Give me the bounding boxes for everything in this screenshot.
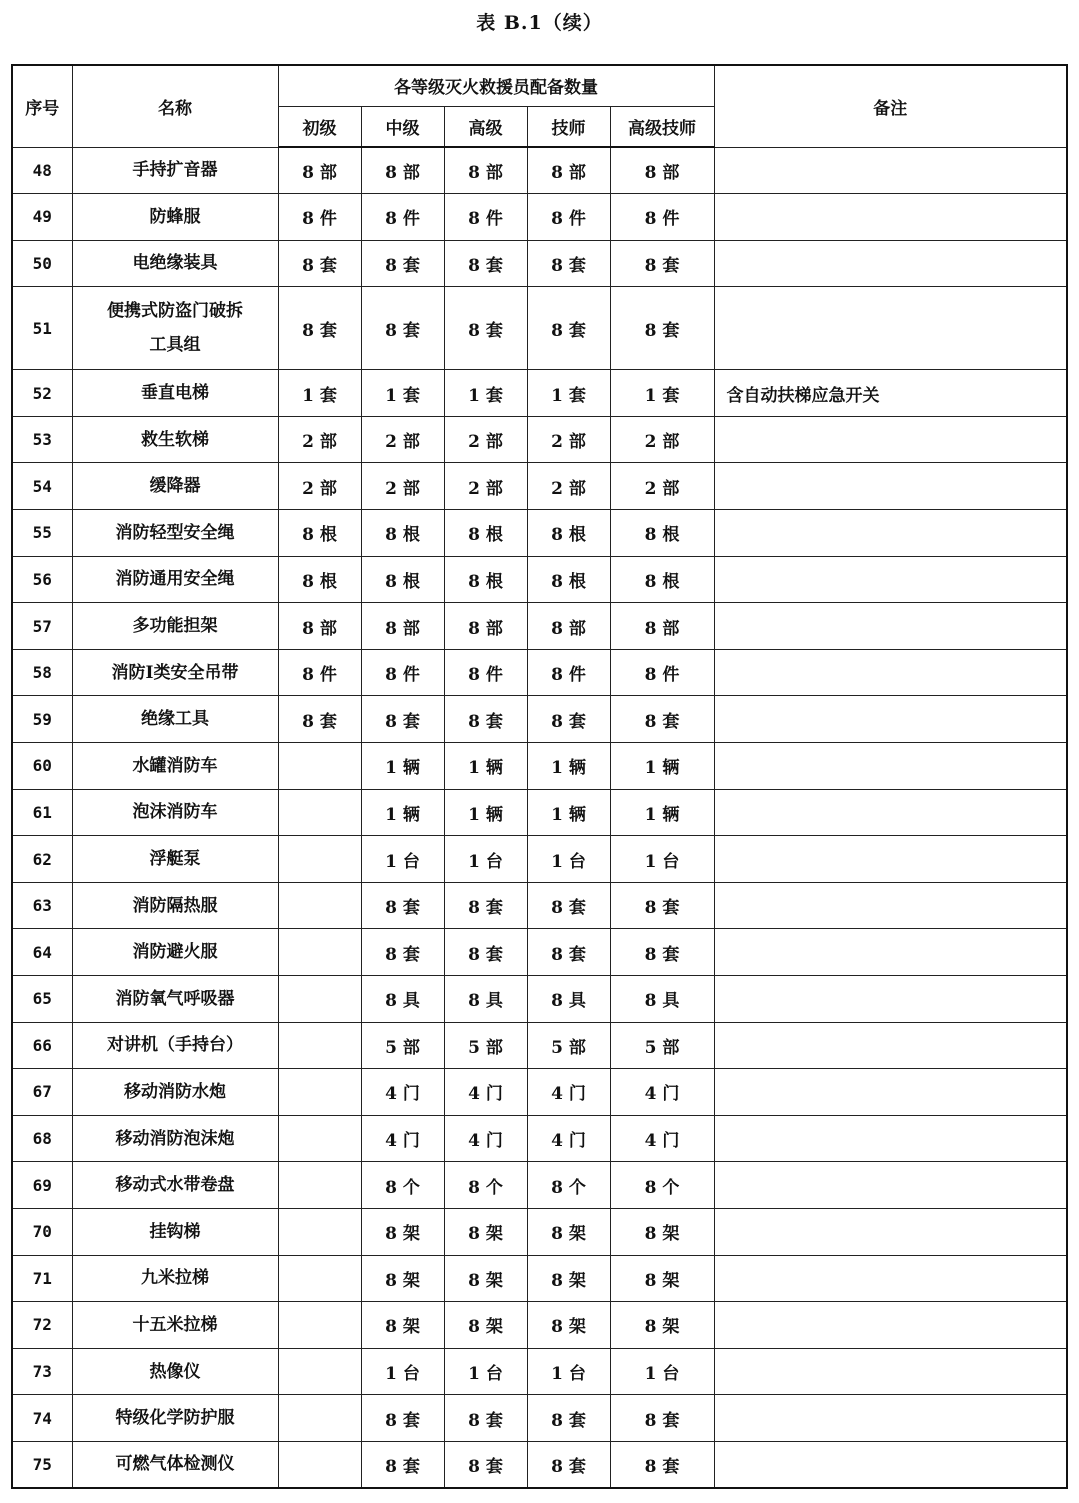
- row-quantity: 8 个: [527, 1162, 610, 1209]
- row-name: 九米拉梯: [72, 1255, 278, 1302]
- row-quantity: 2 部: [278, 416, 361, 463]
- row-name: 特级化学防护服: [72, 1395, 278, 1442]
- table-row: [12, 1395, 1067, 1442]
- row-quantity: 2 部: [444, 416, 527, 463]
- row-note: [714, 1441, 1067, 1488]
- row-quantity: 8 套: [527, 287, 610, 370]
- row-seq: 61: [12, 789, 72, 836]
- row-quantity: 8 件: [361, 649, 444, 696]
- row-quantity: [278, 929, 361, 976]
- row-quantity: 8 套: [361, 696, 444, 743]
- row-quantity: 8 件: [278, 649, 361, 696]
- table-row: [12, 696, 1067, 743]
- row-quantity: 8 部: [361, 147, 444, 194]
- row-seq: 66: [12, 1022, 72, 1069]
- row-name: 浮艇泵: [72, 836, 278, 883]
- row-note: [714, 929, 1067, 976]
- row-seq: 56: [12, 556, 72, 603]
- row-quantity: 1 套: [610, 370, 714, 417]
- row-seq: 52: [12, 370, 72, 417]
- row-quantity: 8 根: [444, 510, 527, 557]
- row-seq: 60: [12, 743, 72, 790]
- table-row: [12, 836, 1067, 883]
- row-quantity: 1 套: [278, 370, 361, 417]
- row-quantity: 8 架: [610, 1208, 714, 1255]
- row-quantity: 1 台: [361, 1348, 444, 1395]
- table-row: [12, 882, 1067, 929]
- row-name: 消防隔热服: [72, 882, 278, 929]
- row-quantity: 8 套: [527, 240, 610, 287]
- row-quantity: 8 架: [361, 1302, 444, 1349]
- row-quantity: [278, 1162, 361, 1209]
- row-quantity: 8 架: [444, 1208, 527, 1255]
- row-note: [714, 649, 1067, 696]
- row-quantity: 8 套: [278, 240, 361, 287]
- table-row: [12, 1022, 1067, 1069]
- row-quantity: [278, 743, 361, 790]
- row-quantity: 8 部: [444, 603, 527, 650]
- row-quantity: 2 部: [610, 416, 714, 463]
- table-row: [12, 1348, 1067, 1395]
- row-quantity: 4 门: [610, 1115, 714, 1162]
- row-quantity: 8 具: [444, 976, 527, 1023]
- row-quantity: 8 个: [444, 1162, 527, 1209]
- row-seq: 58: [12, 649, 72, 696]
- row-quantity: 8 套: [361, 1395, 444, 1442]
- row-quantity: 1 辆: [527, 743, 610, 790]
- row-quantity: 8 套: [527, 1395, 610, 1442]
- row-note: [714, 789, 1067, 836]
- row-quantity: [278, 1348, 361, 1395]
- row-name: 垂直电梯: [72, 370, 278, 417]
- row-quantity: [278, 1069, 361, 1116]
- row-quantity: 8 具: [610, 976, 714, 1023]
- row-quantity: 8 架: [610, 1302, 714, 1349]
- row-quantity: 8 套: [444, 882, 527, 929]
- row-seq: 67: [12, 1069, 72, 1116]
- row-seq: 50: [12, 240, 72, 287]
- row-quantity: 8 件: [278, 194, 361, 241]
- row-quantity: 4 门: [444, 1115, 527, 1162]
- row-quantity: 8 架: [444, 1255, 527, 1302]
- row-note: [714, 743, 1067, 790]
- row-quantity: 8 根: [527, 510, 610, 557]
- row-note: [714, 463, 1067, 510]
- row-quantity: 8 根: [361, 510, 444, 557]
- row-quantity: 8 根: [444, 556, 527, 603]
- table-row: [12, 1115, 1067, 1162]
- row-quantity: 1 套: [444, 370, 527, 417]
- table-body: [12, 147, 1067, 1488]
- row-note: [714, 1115, 1067, 1162]
- row-quantity: 5 部: [610, 1022, 714, 1069]
- row-quantity: 5 部: [527, 1022, 610, 1069]
- row-note: [714, 882, 1067, 929]
- row-quantity: 8 套: [444, 287, 527, 370]
- table-row: [12, 147, 1067, 194]
- row-name: 救生软梯: [72, 416, 278, 463]
- row-quantity: 1 套: [527, 370, 610, 417]
- row-name: 缓降器: [72, 463, 278, 510]
- row-name: 绝缘工具: [72, 696, 278, 743]
- table-row: [12, 1208, 1067, 1255]
- row-name: 多功能担架: [72, 603, 278, 650]
- table-row: [12, 976, 1067, 1023]
- row-quantity: 2 部: [527, 416, 610, 463]
- row-quantity: 8 套: [444, 240, 527, 287]
- row-quantity: 8 部: [361, 603, 444, 650]
- row-quantity: 2 部: [527, 463, 610, 510]
- row-seq: 59: [12, 696, 72, 743]
- row-seq: 69: [12, 1162, 72, 1209]
- row-quantity: [278, 1395, 361, 1442]
- row-quantity: 1 台: [527, 1348, 610, 1395]
- row-seq: 73: [12, 1348, 72, 1395]
- row-name: 手持扩音器: [72, 147, 278, 194]
- table-row: [12, 416, 1067, 463]
- row-quantity: 2 部: [361, 463, 444, 510]
- row-seq: 49: [12, 194, 72, 241]
- row-quantity: 4 门: [361, 1115, 444, 1162]
- row-note: [714, 1162, 1067, 1209]
- row-quantity: 8 根: [361, 556, 444, 603]
- table-row: [12, 649, 1067, 696]
- row-seq: 55: [12, 510, 72, 557]
- row-quantity: 1 辆: [444, 743, 527, 790]
- table-row: [12, 929, 1067, 976]
- row-quantity: 8 套: [278, 287, 361, 370]
- row-note: [714, 836, 1067, 883]
- header-seq: 序号: [12, 65, 72, 147]
- row-quantity: 1 台: [361, 836, 444, 883]
- row-quantity: 8 件: [610, 649, 714, 696]
- row-quantity: 8 套: [361, 287, 444, 370]
- row-note: [714, 976, 1067, 1023]
- row-seq: 62: [12, 836, 72, 883]
- row-quantity: 8 部: [610, 603, 714, 650]
- row-quantity: 8 套: [527, 929, 610, 976]
- row-note: [714, 1208, 1067, 1255]
- row-name: 热像仪: [72, 1348, 278, 1395]
- row-quantity: 1 台: [444, 836, 527, 883]
- row-quantity: [278, 1022, 361, 1069]
- row-quantity: 4 门: [361, 1069, 444, 1116]
- header-quantity-group: 各等级灭火救援员配备数量: [278, 65, 714, 106]
- row-name: 对讲机（手持台）: [72, 1022, 278, 1069]
- row-note: [714, 194, 1067, 241]
- table-row: [12, 1255, 1067, 1302]
- row-quantity: 8 套: [361, 929, 444, 976]
- row-quantity: 8 件: [527, 194, 610, 241]
- row-quantity: 8 套: [361, 882, 444, 929]
- row-name: 电绝缘装具: [72, 240, 278, 287]
- row-quantity: 8 套: [527, 882, 610, 929]
- row-name: 水罐消防车: [72, 743, 278, 790]
- row-quantity: 1 辆: [610, 789, 714, 836]
- row-quantity: 8 根: [278, 510, 361, 557]
- header-level-junior: 初级: [278, 106, 361, 147]
- header-note: 备注: [714, 65, 1067, 147]
- row-name: 消防避火服: [72, 929, 278, 976]
- row-note: [714, 1069, 1067, 1116]
- row-quantity: 4 门: [610, 1069, 714, 1116]
- row-quantity: 4 门: [527, 1069, 610, 1116]
- row-name: 十五米拉梯: [72, 1302, 278, 1349]
- row-quantity: 8 架: [527, 1208, 610, 1255]
- header-level-intermediate: 中级: [361, 106, 444, 147]
- table-row: [12, 287, 1067, 370]
- row-quantity: 8 部: [527, 147, 610, 194]
- row-quantity: 5 部: [444, 1022, 527, 1069]
- row-quantity: 8 套: [444, 1441, 527, 1488]
- row-quantity: 8 件: [444, 649, 527, 696]
- row-quantity: 8 具: [361, 976, 444, 1023]
- row-quantity: 8 套: [278, 696, 361, 743]
- row-quantity: [278, 1302, 361, 1349]
- row-note: [714, 416, 1067, 463]
- table-row: [12, 1441, 1067, 1488]
- row-quantity: 8 架: [361, 1208, 444, 1255]
- row-name: 移动消防泡沫炮: [72, 1115, 278, 1162]
- table-caption: 表 B.1（续）: [476, 12, 603, 34]
- row-quantity: 8 件: [610, 194, 714, 241]
- row-quantity: 8 根: [278, 556, 361, 603]
- row-quantity: 8 根: [610, 556, 714, 603]
- row-quantity: 8 套: [444, 1395, 527, 1442]
- row-quantity: 8 部: [444, 147, 527, 194]
- table-row: [12, 1069, 1067, 1116]
- row-note: [714, 603, 1067, 650]
- row-note: 含自动扶梯应急开关: [714, 370, 1067, 417]
- row-quantity: 8 件: [361, 194, 444, 241]
- row-quantity: 8 套: [444, 929, 527, 976]
- row-seq: 71: [12, 1255, 72, 1302]
- row-quantity: 4 门: [527, 1115, 610, 1162]
- row-note: [714, 1348, 1067, 1395]
- row-seq: 65: [12, 976, 72, 1023]
- row-seq: 72: [12, 1302, 72, 1349]
- row-quantity: 8 架: [361, 1255, 444, 1302]
- table-row: [12, 370, 1067, 417]
- row-quantity: 8 个: [361, 1162, 444, 1209]
- row-name: 挂钩梯: [72, 1208, 278, 1255]
- row-note: [714, 287, 1067, 370]
- table-row: [12, 510, 1067, 557]
- row-quantity: 8 件: [444, 194, 527, 241]
- row-name: 防蜂服: [72, 194, 278, 241]
- row-name: 便携式防盗门破拆工具组: [72, 287, 278, 370]
- row-note: [714, 510, 1067, 557]
- row-quantity: 1 套: [361, 370, 444, 417]
- row-seq: 48: [12, 147, 72, 194]
- row-quantity: [278, 789, 361, 836]
- row-quantity: 8 套: [610, 240, 714, 287]
- row-seq: 74: [12, 1395, 72, 1442]
- table-row: [12, 743, 1067, 790]
- row-quantity: 8 部: [278, 603, 361, 650]
- row-name: 消防Ⅰ类安全吊带: [72, 649, 278, 696]
- row-seq: 63: [12, 882, 72, 929]
- header-level-senior: 高级: [444, 106, 527, 147]
- table-row: [12, 556, 1067, 603]
- table-row: [12, 1302, 1067, 1349]
- row-quantity: 8 套: [610, 1441, 714, 1488]
- row-name: 可燃气体检测仪: [72, 1441, 278, 1488]
- row-quantity: 8 件: [527, 649, 610, 696]
- row-quantity: 8 部: [527, 603, 610, 650]
- row-quantity: 8 套: [610, 287, 714, 370]
- row-quantity: [278, 1208, 361, 1255]
- row-note: [714, 696, 1067, 743]
- row-seq: 51: [12, 287, 72, 370]
- row-quantity: [278, 1441, 361, 1488]
- row-quantity: 8 套: [527, 696, 610, 743]
- row-quantity: 8 架: [527, 1302, 610, 1349]
- header-level-technician: 技师: [527, 106, 610, 147]
- row-quantity: [278, 1115, 361, 1162]
- row-quantity: 8 部: [278, 147, 361, 194]
- row-quantity: 2 部: [444, 463, 527, 510]
- row-quantity: [278, 882, 361, 929]
- row-quantity: 1 台: [610, 1348, 714, 1395]
- row-quantity: 2 部: [361, 416, 444, 463]
- row-quantity: 5 部: [361, 1022, 444, 1069]
- row-note: [714, 147, 1067, 194]
- row-seq: 53: [12, 416, 72, 463]
- row-name: 移动式水带卷盘: [72, 1162, 278, 1209]
- row-seq: 68: [12, 1115, 72, 1162]
- table-row: [12, 789, 1067, 836]
- table-row: [12, 194, 1067, 241]
- row-quantity: 8 套: [610, 696, 714, 743]
- equipment-table: [11, 64, 1068, 1489]
- row-name: 消防通用安全绳: [72, 556, 278, 603]
- row-quantity: 8 个: [610, 1162, 714, 1209]
- row-quantity: 8 根: [610, 510, 714, 557]
- row-seq: 64: [12, 929, 72, 976]
- row-name: 移动消防水炮: [72, 1069, 278, 1116]
- row-quantity: 1 台: [527, 836, 610, 883]
- row-quantity: 1 辆: [444, 789, 527, 836]
- table-row: [12, 240, 1067, 287]
- row-quantity: 8 套: [527, 1441, 610, 1488]
- row-quantity: 8 套: [610, 929, 714, 976]
- row-quantity: 8 架: [444, 1302, 527, 1349]
- row-note: [714, 1395, 1067, 1442]
- row-quantity: 8 架: [610, 1255, 714, 1302]
- row-quantity: 8 部: [610, 147, 714, 194]
- row-quantity: [278, 976, 361, 1023]
- row-name: 泡沫消防车: [72, 789, 278, 836]
- row-note: [714, 1302, 1067, 1349]
- row-quantity: 1 辆: [610, 743, 714, 790]
- row-seq: 54: [12, 463, 72, 510]
- row-quantity: 1 台: [444, 1348, 527, 1395]
- row-name: 消防轻型安全绳: [72, 510, 278, 557]
- row-seq: 57: [12, 603, 72, 650]
- header-level-senior-technician: 高级技师: [610, 106, 714, 147]
- row-note: [714, 240, 1067, 287]
- row-quantity: 8 根: [527, 556, 610, 603]
- row-quantity: 1 辆: [361, 743, 444, 790]
- table-row: [12, 463, 1067, 510]
- row-quantity: 8 套: [361, 1441, 444, 1488]
- row-quantity: 2 部: [610, 463, 714, 510]
- row-note: [714, 1022, 1067, 1069]
- row-note: [714, 556, 1067, 603]
- row-quantity: [278, 1255, 361, 1302]
- row-quantity: 1 辆: [361, 789, 444, 836]
- table-row: [12, 1162, 1067, 1209]
- row-quantity: 1 台: [610, 836, 714, 883]
- row-quantity: 8 套: [610, 882, 714, 929]
- row-name: 消防氧气呼吸器: [72, 976, 278, 1023]
- row-quantity: 8 架: [527, 1255, 610, 1302]
- row-quantity: [278, 836, 361, 883]
- row-quantity: 8 套: [444, 696, 527, 743]
- header-name: 名称: [72, 65, 278, 147]
- row-quantity: 4 门: [444, 1069, 527, 1116]
- row-note: [714, 1255, 1067, 1302]
- row-seq: 75: [12, 1441, 72, 1488]
- row-seq: 70: [12, 1208, 72, 1255]
- row-quantity: 2 部: [278, 463, 361, 510]
- row-quantity: 8 套: [610, 1395, 714, 1442]
- table-row: [12, 603, 1067, 650]
- row-quantity: 8 具: [527, 976, 610, 1023]
- row-quantity: 1 辆: [527, 789, 610, 836]
- row-quantity: 8 套: [361, 240, 444, 287]
